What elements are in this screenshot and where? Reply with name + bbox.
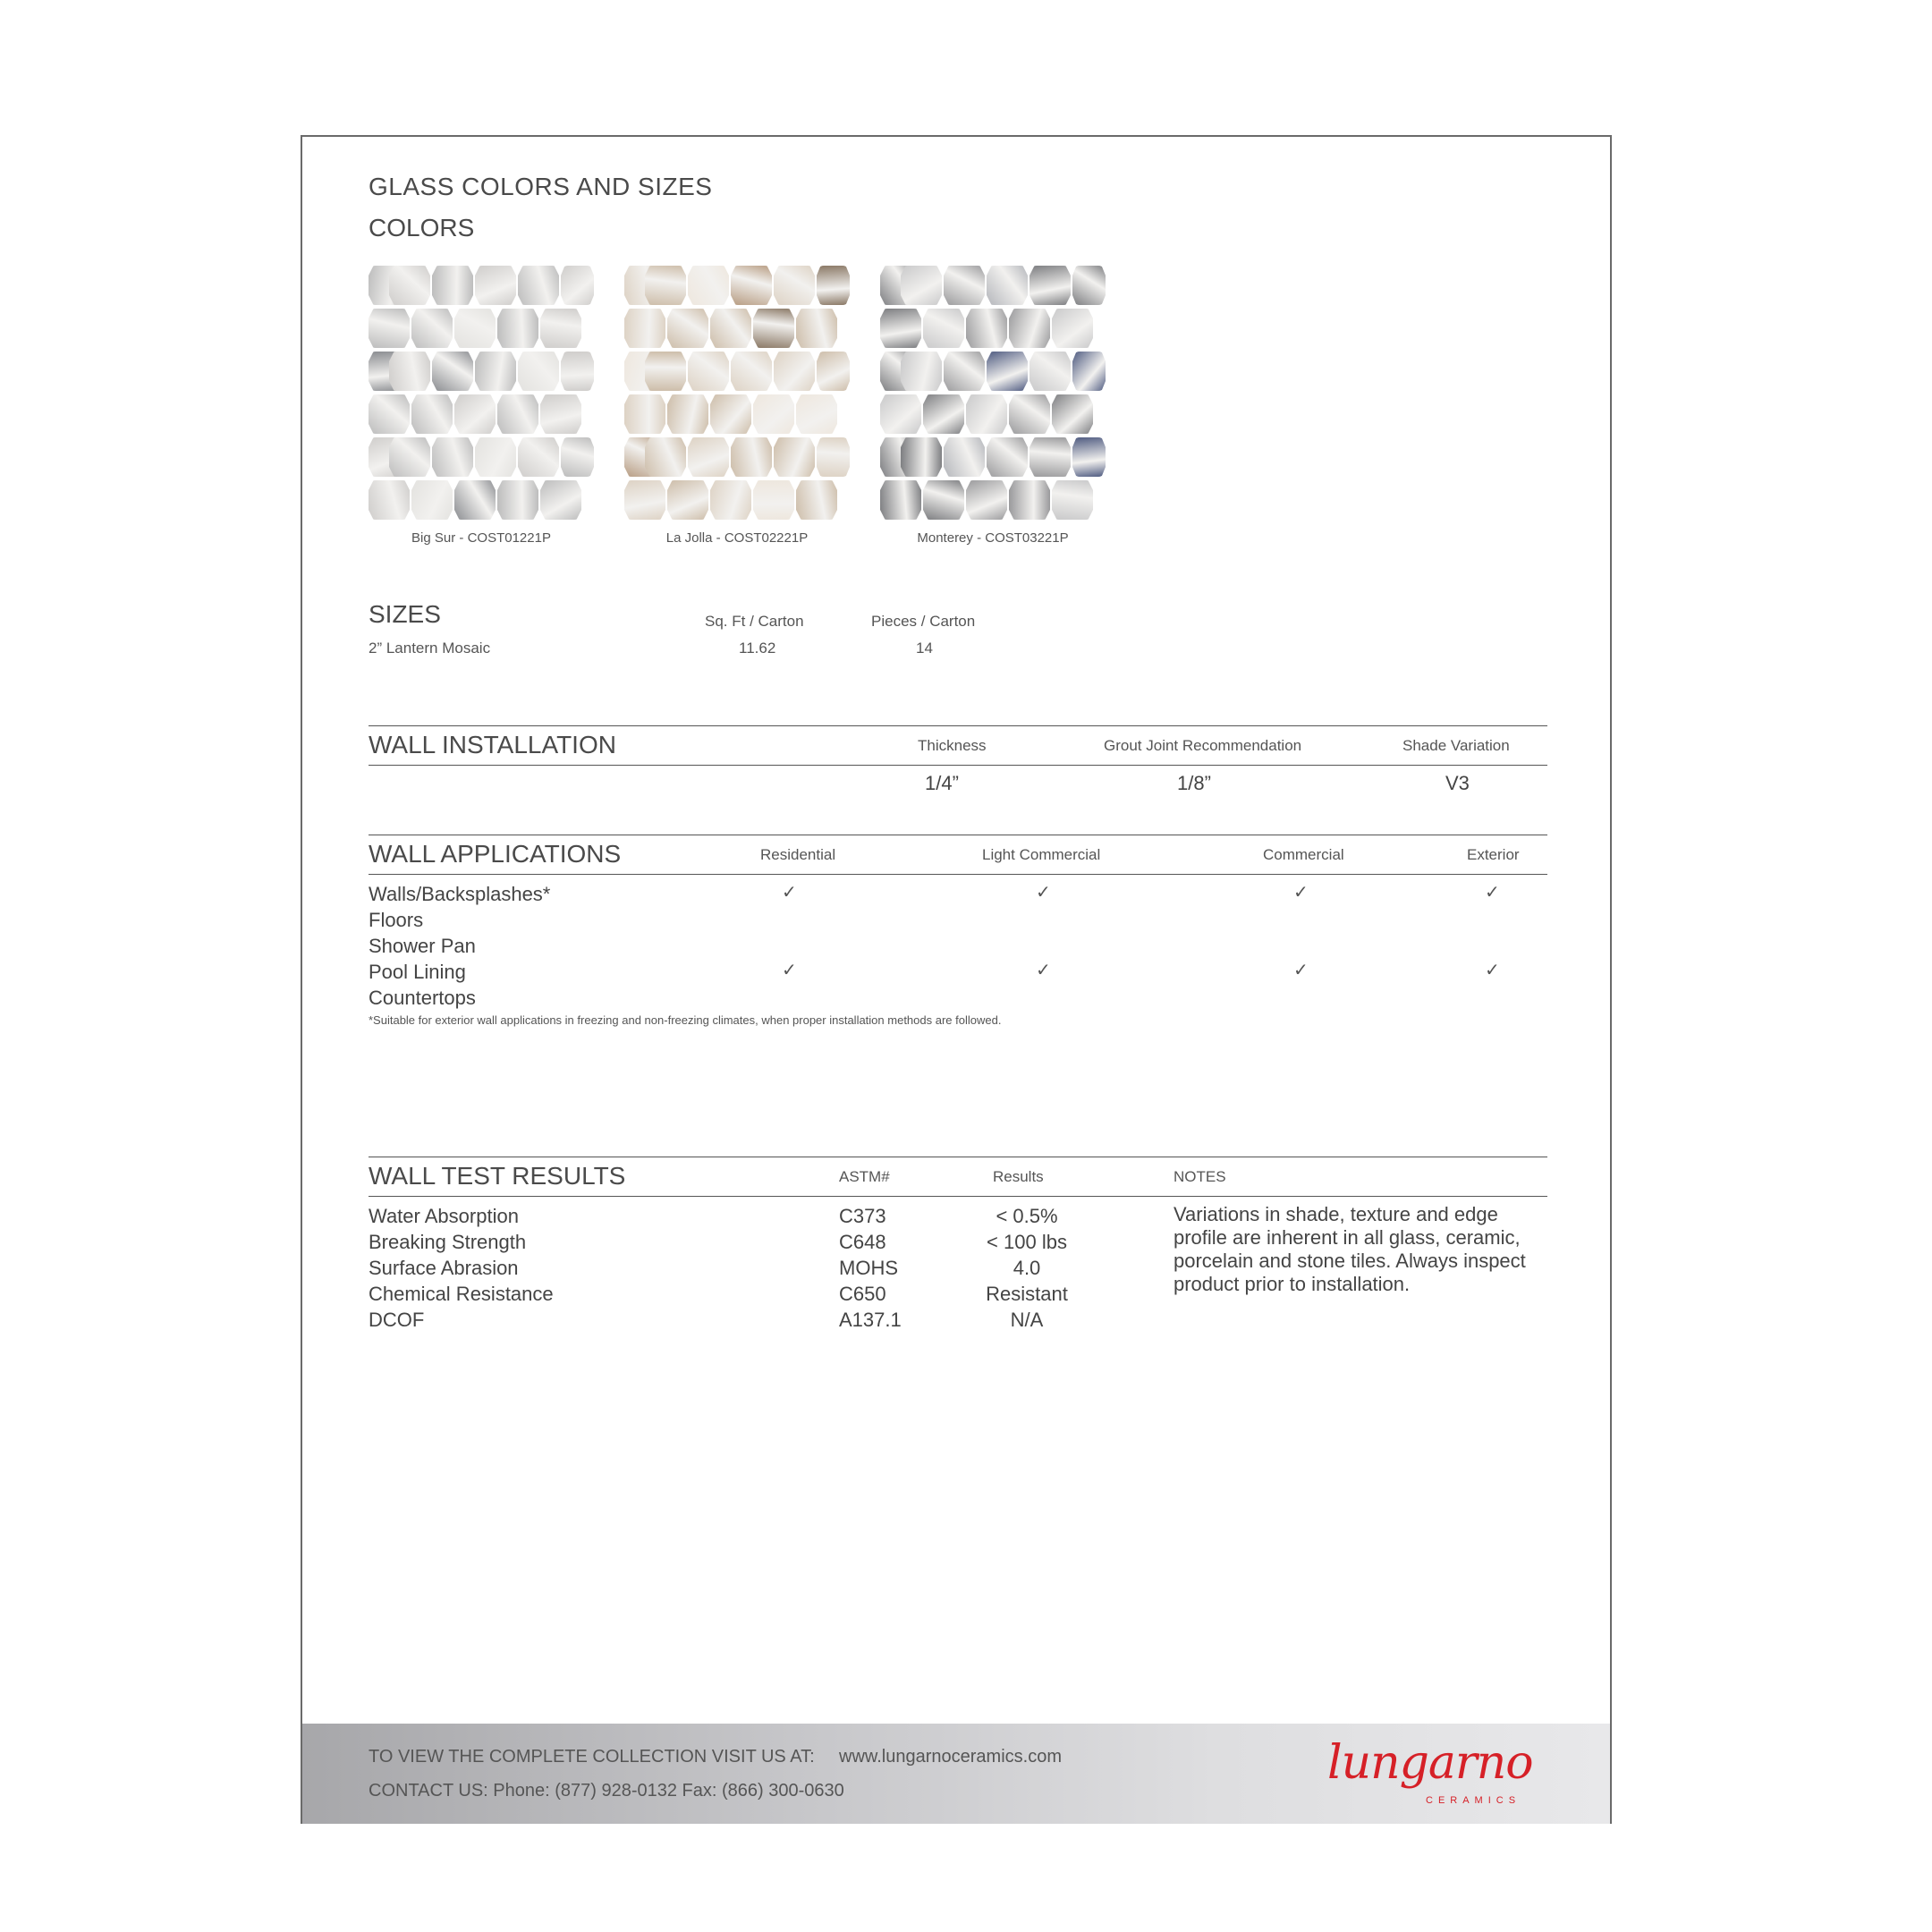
mosaic-tile	[667, 394, 708, 434]
col-pieces: Pieces / Carton	[871, 613, 976, 630]
mosaic-tile	[1072, 266, 1106, 305]
mosaic-tile	[454, 480, 496, 520]
notes-line: product prior to installation.	[1174, 1273, 1411, 1295]
col-commercial: Commercial	[1263, 846, 1344, 863]
mosaic-tile	[688, 352, 729, 391]
mosaic-tile	[432, 352, 473, 391]
mosaic-tile	[561, 352, 594, 391]
swatch-big-sur	[369, 264, 594, 521]
mosaic-tile	[1030, 266, 1071, 305]
mosaic-tile	[540, 480, 581, 520]
mosaic-tile	[369, 309, 410, 348]
check-icon: ✓	[782, 883, 797, 902]
mosaic-tile	[923, 394, 964, 434]
application-row-label: Floors	[369, 909, 424, 931]
col-notes: NOTES	[1174, 1168, 1226, 1185]
mosaic-tile	[624, 480, 665, 520]
wall-test-results-heading: WALL TEST RESULTS	[369, 1162, 626, 1190]
col-residential: Residential	[760, 846, 836, 863]
col-results: Results	[993, 1168, 1044, 1185]
mosaic-tile	[966, 480, 1007, 520]
mosaic-tile	[561, 266, 594, 305]
col-exterior: Exterior	[1467, 846, 1520, 863]
col-sqft: Sq. Ft / Carton	[705, 613, 804, 630]
mosaic-tile	[475, 352, 516, 391]
mosaic-tile	[518, 352, 559, 391]
test-result: < 0.5%	[996, 1205, 1058, 1227]
mosaic-tile	[1052, 394, 1093, 434]
test-astm: C648	[839, 1231, 886, 1253]
swatch-la-jolla	[624, 264, 850, 521]
swatch-caption: Monterey - COST03221P	[917, 530, 1069, 546]
website-link[interactable]: www.lungarnoceramics.com	[839, 1747, 1062, 1767]
mosaic-tile	[624, 394, 665, 434]
mosaic-tile	[645, 437, 686, 477]
mosaic-tile	[497, 309, 538, 348]
mosaic-tile	[561, 437, 594, 477]
mosaic-tile	[540, 394, 581, 434]
mosaic-tile	[880, 480, 921, 520]
mosaic-tile	[901, 437, 942, 477]
application-row-label: Pool Lining	[369, 961, 466, 983]
col-astm: ASTM#	[839, 1168, 890, 1185]
mosaic-tile	[774, 437, 815, 477]
test-test: Breaking Strength	[369, 1231, 527, 1253]
mosaic-tile	[710, 394, 751, 434]
size-name: 2” Lantern Mosaic	[369, 640, 491, 657]
logo-wordmark: lungarno	[1327, 1736, 1533, 1790]
mosaic-tile	[923, 309, 964, 348]
mosaic-tile	[475, 266, 516, 305]
mosaic-tile	[753, 480, 794, 520]
mosaic-tile	[389, 352, 430, 391]
mosaic-tile	[624, 309, 665, 348]
mosaic-tile	[1052, 309, 1093, 348]
divider	[369, 765, 1547, 766]
application-row-label: Walls/Backsplashes*	[369, 883, 551, 905]
mosaic-tile	[710, 309, 751, 348]
sizes-heading: SIZES	[369, 600, 441, 628]
mosaic-tile	[731, 352, 772, 391]
check-icon: ✓	[1293, 883, 1309, 902]
check-icon: ✓	[782, 961, 797, 980]
test-astm: A137.1	[839, 1309, 902, 1331]
visit-label: TO VIEW THE COMPLETE COLLECTION VISIT US AT:	[369, 1747, 815, 1767]
test-result: 4.0	[1013, 1257, 1041, 1279]
test-result: < 100 lbs	[987, 1231, 1067, 1253]
footer	[302, 1724, 1610, 1824]
check-icon: ✓	[1293, 961, 1309, 980]
swatch-caption: Big Sur - COST01221P	[411, 530, 551, 546]
mosaic-tile	[518, 437, 559, 477]
mosaic-tile	[454, 394, 496, 434]
mosaic-tile	[966, 309, 1007, 348]
mosaic-tile	[1009, 394, 1050, 434]
mosaic-tile	[901, 266, 942, 305]
mosaic-tile	[667, 480, 708, 520]
thickness-value: 1/4”	[925, 772, 959, 794]
test-astm: C650	[839, 1283, 886, 1305]
mosaic-tile	[1052, 480, 1093, 520]
mosaic-tile	[369, 394, 410, 434]
mosaic-tile	[411, 480, 453, 520]
mosaic-tile	[454, 309, 496, 348]
notes-line: Variations in shade, texture and edge	[1174, 1203, 1498, 1225]
mosaic-tile	[475, 437, 516, 477]
mosaic-tile	[987, 352, 1028, 391]
test-result: N/A	[1010, 1309, 1044, 1331]
wall-applications-heading: WALL APPLICATIONS	[369, 840, 622, 868]
mosaic-tile	[389, 437, 430, 477]
col-shade: Shade Variation	[1402, 737, 1510, 754]
mosaic-tile	[411, 309, 453, 348]
mosaic-tile	[432, 437, 473, 477]
mosaic-tile	[880, 309, 921, 348]
test-test: Water Absorption	[369, 1205, 519, 1227]
mosaic-tile	[540, 309, 581, 348]
divider	[369, 1196, 1547, 1197]
size-pieces: 14	[916, 640, 933, 657]
mosaic-tile	[817, 352, 850, 391]
mosaic-tile	[688, 437, 729, 477]
mosaic-tile	[817, 437, 850, 477]
mosaic-tile	[710, 480, 751, 520]
footnote: *Suitable for exterior wall applications in freezing and non-freezing climates, when proper installation methods are followed.	[369, 1013, 1002, 1027]
test-astm: MOHS	[839, 1257, 898, 1279]
mosaic-tile	[987, 266, 1028, 305]
mosaic-tile	[389, 266, 430, 305]
divider	[369, 874, 1547, 875]
mosaic-tile	[497, 394, 538, 434]
notes-line: porcelain and stone tiles. Always inspect	[1174, 1250, 1526, 1272]
notes-line: profile are inherent in all glass, ceramic,	[1174, 1226, 1521, 1249]
logo-subtitle: CERAMICS	[1426, 1795, 1521, 1806]
mosaic-tile	[796, 309, 837, 348]
wall-installation-heading: WALL INSTALLATION	[369, 731, 616, 758]
mosaic-tile	[497, 480, 538, 520]
col-grout: Grout Joint Recommendation	[1104, 737, 1302, 754]
test-test: Chemical Resistance	[369, 1283, 554, 1305]
check-icon: ✓	[1036, 883, 1051, 902]
check-icon: ✓	[1036, 961, 1051, 980]
mosaic-tile	[1009, 309, 1050, 348]
check-icon: ✓	[1485, 883, 1500, 902]
mosaic-tile	[880, 394, 921, 434]
page-title: GLASS COLORS AND SIZES	[369, 173, 713, 200]
swatch-monterey	[880, 264, 1106, 521]
mosaic-tile	[518, 266, 559, 305]
size-sqft: 11.62	[739, 640, 776, 657]
mosaic-tile	[369, 480, 410, 520]
mosaic-tile	[774, 352, 815, 391]
swatch-caption: La Jolla - COST02221P	[665, 530, 809, 546]
mosaic-tile	[796, 480, 837, 520]
mosaic-tile	[731, 437, 772, 477]
lungarno-logo	[1327, 1736, 1551, 1817]
mosaic-tile	[1072, 352, 1106, 391]
mosaic-tile	[645, 266, 686, 305]
mosaic-tile	[901, 352, 942, 391]
mosaic-tile	[411, 394, 453, 434]
shade-value: V3	[1445, 772, 1470, 794]
notes-text	[1174, 1203, 1526, 1296]
contact-info: CONTACT US: Phone: (877) 928-0132 Fax: (866) 300-0630	[369, 1781, 844, 1801]
mosaic-tile	[667, 309, 708, 348]
mosaic-tile	[753, 309, 794, 348]
colors-heading: COLORS	[369, 214, 475, 242]
mosaic-tile	[817, 266, 850, 305]
divider	[369, 725, 1547, 726]
test-result: Resistant	[986, 1283, 1068, 1305]
check-icon: ✓	[1485, 961, 1500, 980]
spec-sheet	[301, 135, 1612, 1824]
mosaic-tile	[796, 394, 837, 434]
mosaic-tile	[944, 437, 985, 477]
col-light-commercial: Light Commercial	[982, 846, 1101, 863]
mosaic-tile	[923, 480, 964, 520]
mosaic-tile	[1009, 480, 1050, 520]
mosaic-tile	[1072, 437, 1106, 477]
mosaic-tile	[1030, 352, 1071, 391]
mosaic-tile	[774, 266, 815, 305]
mosaic-tile	[753, 394, 794, 434]
test-astm: C373	[839, 1205, 886, 1227]
col-thickness: Thickness	[918, 737, 987, 754]
mosaic-tile	[944, 352, 985, 391]
application-row-label: Shower Pan	[369, 935, 476, 957]
grout-value: 1/8”	[1177, 772, 1211, 794]
mosaic-tile	[966, 394, 1007, 434]
test-test: Surface Abrasion	[369, 1257, 519, 1279]
mosaic-tile	[1030, 437, 1071, 477]
mosaic-tile	[645, 352, 686, 391]
mosaic-tile	[987, 437, 1028, 477]
mosaic-tile	[731, 266, 772, 305]
mosaic-tile	[432, 266, 473, 305]
test-test: DCOF	[369, 1309, 425, 1331]
mosaic-tile	[688, 266, 729, 305]
mosaic-tile	[944, 266, 985, 305]
application-row-label: Countertops	[369, 987, 476, 1009]
